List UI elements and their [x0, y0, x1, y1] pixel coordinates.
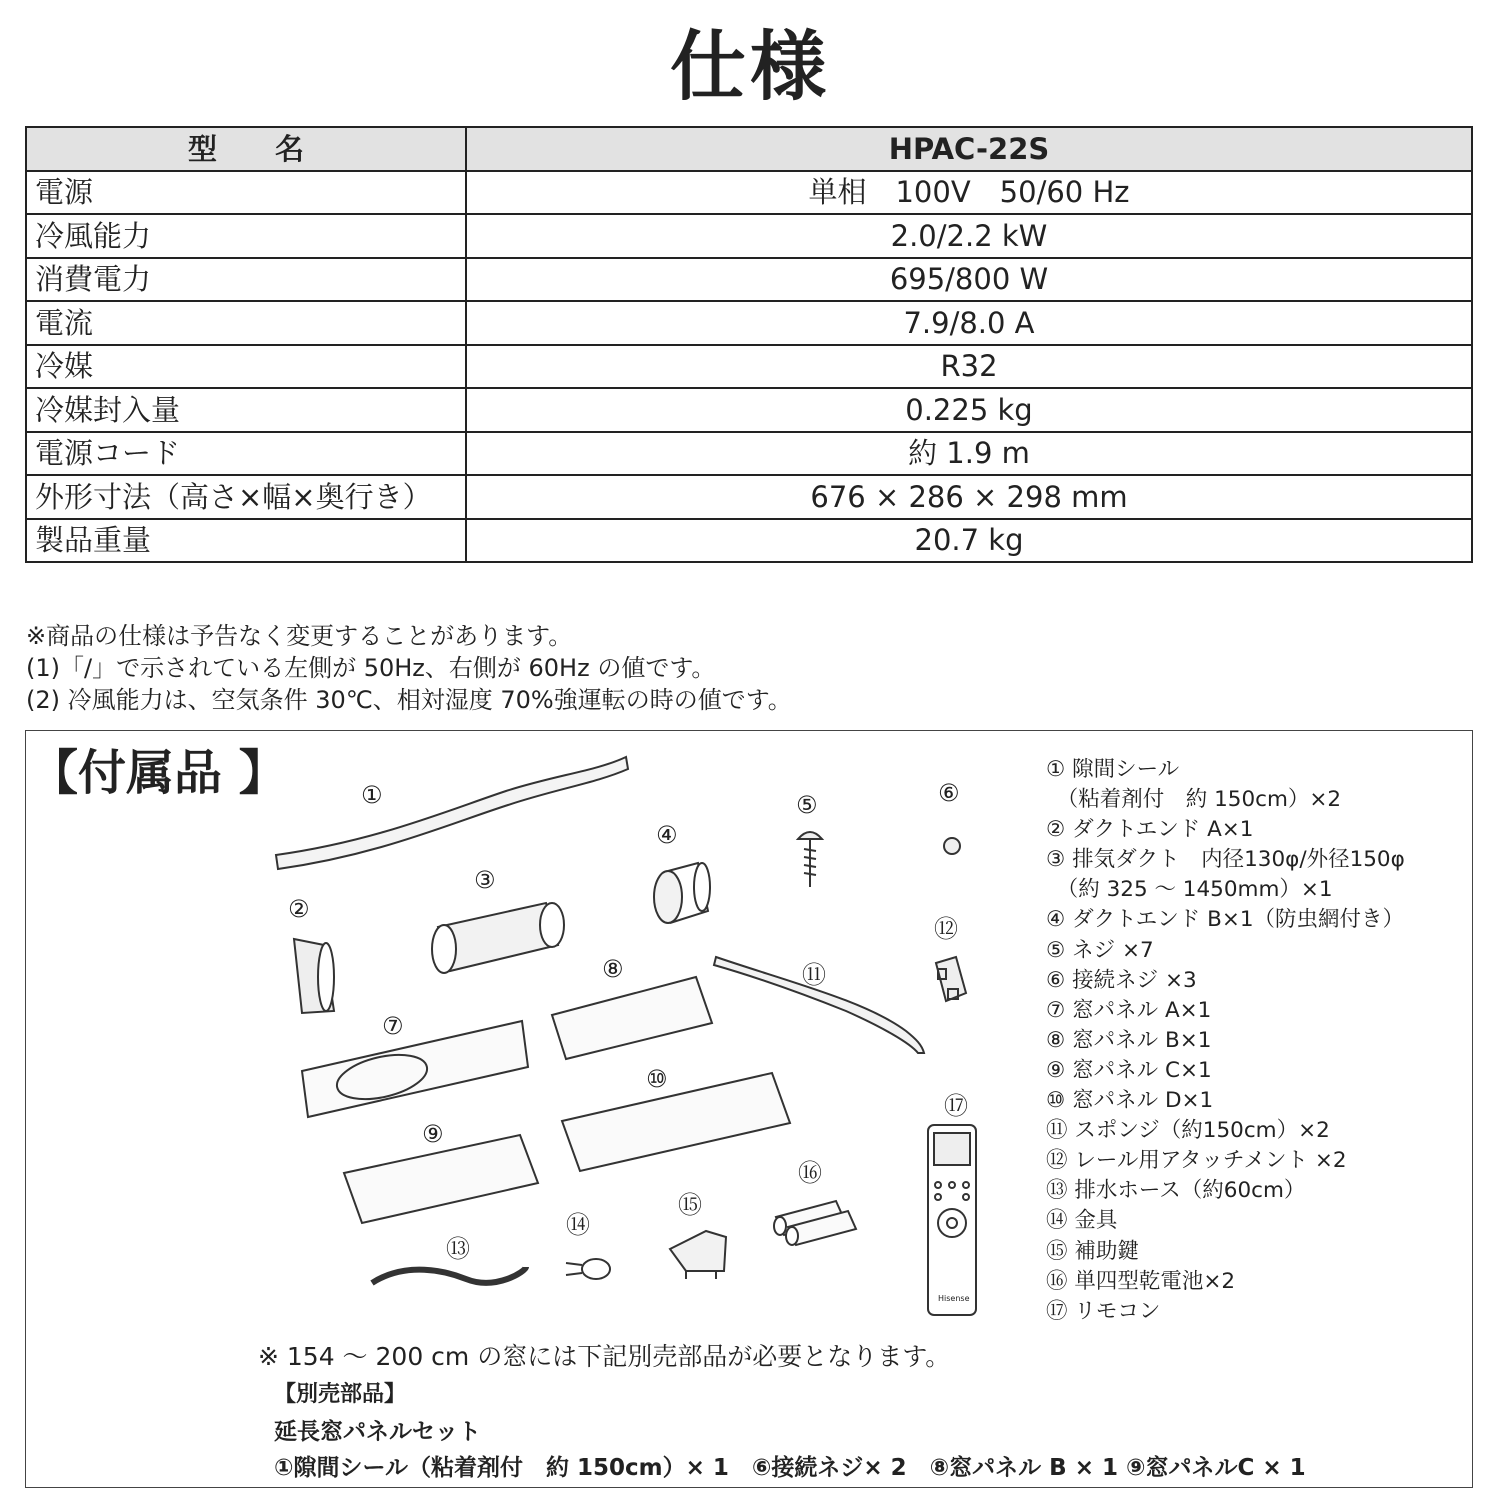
list-item: ① 隙間シール [1046, 757, 1180, 782]
part-label-7: ⑦ [382, 1012, 404, 1040]
list-item: ⑮ 補助鍵 [1046, 1238, 1139, 1264]
extension-panel-items: ①隙間シール（粘着剤付 約 150cm）× 1 ⑥接続ネジ× 2 ⑧窓パネル B × 1 ⑨窓パネルC × 1 [274, 1455, 1306, 1481]
screw-icon [798, 832, 822, 887]
row-label: 冷媒封入量 [26, 388, 466, 432]
list-item: ⑬ 排水ホース（約60cm） [1046, 1178, 1306, 1204]
accessories-list [1046, 755, 1405, 1327]
window-panel-c-icon [344, 1135, 538, 1223]
spec-notes [26, 620, 792, 716]
rail-attachment-icon [936, 957, 966, 1001]
model-header-value: HPAC-22S [466, 127, 1472, 171]
list-item: ⑨ 窓パネル C×1 [1046, 1057, 1212, 1083]
auxiliary-lock-icon [670, 1231, 726, 1279]
row-value: 7.9/8.0 A [466, 301, 1472, 345]
row-label: 製品重量 [26, 519, 466, 563]
row-value: R32 [466, 345, 1472, 389]
row-label: 冷風能力 [26, 214, 466, 258]
list-item: ⑩ 窓パネル D×1 [1046, 1088, 1214, 1114]
part-label-17: ⑰ [944, 1092, 968, 1120]
row-label: 電源 [26, 171, 466, 215]
row-value: 約 1.9 m [466, 432, 1472, 476]
row-label: 電源コード [26, 432, 466, 476]
row-value: 695/800 W [466, 258, 1472, 302]
list-item: ⑧ 窓パネル B×1 [1046, 1027, 1212, 1053]
separate-parts-heading: 【別売部品】 [274, 1382, 407, 1407]
table-row [26, 214, 1472, 258]
page-title: 仕様 [670, 22, 830, 111]
part-label-11: ⑪ [802, 961, 826, 989]
separate-parts-note: ※ 154 ～ 200 cm の窓には下記別売部品が必要となります。 [258, 1342, 951, 1371]
row-label: 冷媒 [26, 345, 466, 389]
duct-end-b-icon [654, 863, 710, 923]
row-value: 676 × 286 × 298 mm [466, 475, 1472, 519]
table-row [26, 432, 1472, 476]
list-item: ⑯ 単四型乾電池×2 [1046, 1268, 1236, 1294]
part-label-6: ⑥ [938, 779, 960, 807]
row-label: 電流 [26, 301, 466, 345]
part-label-14: ⑭ [566, 1211, 590, 1239]
remote-icon [928, 1125, 976, 1315]
table-row [26, 171, 1472, 215]
note-line: (2) 冷風能力は、空気条件 30℃、相対湿度 70%強運転の時の値です。 [26, 686, 792, 714]
window-panel-b-icon [552, 977, 712, 1059]
metal-fitting-icon [566, 1259, 610, 1279]
table-row [26, 388, 1472, 432]
list-item: ⑪ スポンジ（約150cm）×2 [1046, 1118, 1330, 1144]
row-label: 消費電力 [26, 258, 466, 302]
exhaust-duct-icon [432, 903, 564, 973]
list-item: ⑰ リモコン [1046, 1298, 1161, 1324]
part-label-9: ⑨ [422, 1120, 444, 1148]
row-value: 0.225 kg [466, 388, 1472, 432]
table-row [26, 258, 1472, 302]
drain-hose-icon [372, 1267, 526, 1283]
part-label-4: ④ [656, 821, 678, 849]
extension-panel-set: 延長窓パネルセット [274, 1419, 481, 1445]
list-item: ② ダクトエンド A×1 [1046, 817, 1254, 843]
connecting-screw-icon [944, 838, 960, 854]
batteries-icon [774, 1201, 856, 1245]
list-item: ⑦ 窓パネル A×1 [1046, 997, 1212, 1023]
part-label-12: ⑫ [934, 915, 958, 943]
duct-end-a-icon [294, 939, 334, 1013]
list-item: （約 325 ～ 1450mm）×1 [1046, 877, 1333, 903]
accessories-panel [25, 730, 1473, 1488]
part-label-10: ⑩ [646, 1065, 668, 1093]
part-label-1: ① [361, 781, 383, 809]
model-header-label: 型 名 [26, 127, 466, 171]
table-row [26, 475, 1472, 519]
part-label-2: ② [288, 895, 310, 923]
row-value: 20.7 kg [466, 519, 1472, 563]
table-row [26, 301, 1472, 345]
remote-brand-logo: Hisense [938, 1294, 970, 1303]
part-label-15: ⑮ [678, 1191, 702, 1219]
list-item: ⑤ ネジ ×7 [1046, 937, 1154, 963]
part-label-13: ⑬ [446, 1235, 470, 1263]
list-item: （粘着剤付 約 150cm）×2 [1046, 787, 1342, 813]
list-item: ③ 排気ダクト 内径130φ/外径150φ [1046, 847, 1405, 873]
row-value: 2.0/2.2 kW [466, 214, 1472, 258]
part-label-8: ⑧ [602, 955, 624, 983]
window-panel-a-icon [302, 1021, 528, 1117]
list-item: ④ ダクトエンド B×1（防虫網付き） [1046, 907, 1405, 933]
gap-seal-icon [276, 757, 628, 869]
table-row [26, 345, 1472, 389]
list-item: ⑭ 金具 [1046, 1208, 1118, 1234]
window-panel-d-icon [562, 1073, 790, 1171]
row-value: 単相 100V 50/60 Hz [466, 171, 1472, 215]
table-row [26, 519, 1472, 563]
spec-table [25, 126, 1473, 563]
part-label-5: ⑤ [796, 791, 818, 819]
note-line: ※商品の仕様は予告なく変更することがあります。 [26, 622, 573, 650]
row-label: 外形寸法（高さ×幅×奥行き） [26, 475, 466, 519]
part-label-3: ③ [474, 866, 496, 894]
list-item: ⑫ レール用アタッチメント ×2 [1046, 1148, 1347, 1174]
note-line: (1)「/」で示されている左側が 50Hz、右側が 60Hz の値です。 [26, 654, 716, 682]
part-label-16: ⑯ [798, 1159, 822, 1187]
table-header-row [26, 127, 1472, 171]
list-item: ⑥ 接続ネジ ×3 [1046, 967, 1197, 993]
accessories-title: 【付属品 】 [30, 745, 287, 801]
